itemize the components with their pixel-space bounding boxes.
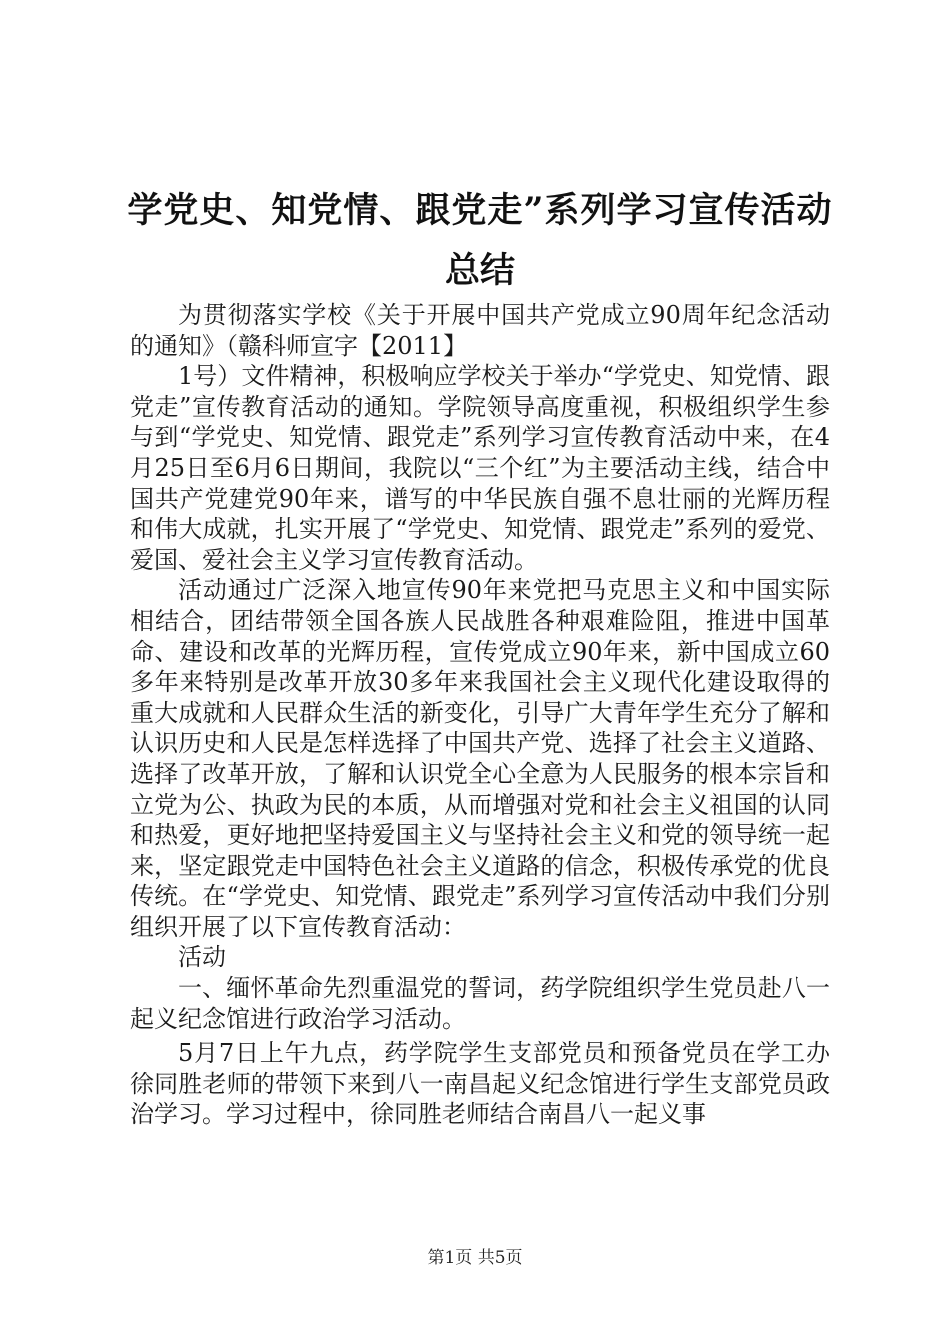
paragraph-notice: 1号）文件精神，积极响应学校关于举办“学党史、知党情、跟党走”宣传教育活动的通知。学院领导高度重视，积极组织学生参与到“学党史、知党情、跟党走”系列学习宣传教育活动中来，在4月25日至6月6日期间，我院以“三个红”为主要活动主线，结合中国共产党建党90年来，谱写的中华民族自强不息壮丽的光辉历程和伟大成就，扎实开展了“学党史、知党情、跟党走”系列的爱党、爱国、爱社会主义学习宣传教育活动。	[130, 362, 830, 574]
page-number-footer: 第1页 共5页	[427, 1248, 523, 1268]
document-body	[130, 300, 830, 1130]
paragraph-activity-one: 一、缅怀革命先烈重温党的誓词，药学院组织学生党员赴八一起义纪念馆进行政治学习活动。	[130, 974, 830, 1033]
paragraph-may-seventh: 5月7日上午九点，药学院学生支部党员和预备党员在学工办徐同胜老师的带领下来到八一南昌起义纪念馆进行学生支部党员政治学习。学习过程中，徐同胜老师结合南昌八一起义事	[130, 1039, 830, 1129]
paragraph-activity-purpose: 活动通过广泛深入地宣传90年来党把马克思主义和中国实际相结合，团结带领全国各族人民战胜各种艰难险阻，推进中国革命、建设和改革的光辉历程，宣传党成立90年来，新中国成立60多年来特别是改革开放30多年来我国社会主义现代化建设取得的重大成就和人民群众生活的新变化，引导广大青年学生充分了解和认识历史和人民是怎样选择了中国共产党、选择了社会主义道路、选择了改革开放，了解和认识党全心全意为人民服务的根本宗旨和立党为公、执政为民的本质，从而增强对党和社会主义祖国的认同和热爱，更好地把坚持爱国主义与坚持社会主义和党的领导统一起来，坚定跟党走中国特色社会主义道路的信念，积极传承党的优良传统。在“学党史、知党情、跟党走”系列学习宣传活动中我们分别组织开展了以下宣传教育活动：	[130, 576, 830, 941]
document-title-line-1: 学党史、知党情、跟党走”系列学习宣传活动	[127, 190, 833, 231]
document-title-line-2: 总结	[444, 250, 515, 291]
paragraph-activity-heading: 活动	[178, 943, 226, 972]
paragraph-intro: 为贯彻落实学校《关于开展中国共产党成立90周年纪念活动的通知》（赣科师宣字【2011】	[130, 301, 830, 360]
